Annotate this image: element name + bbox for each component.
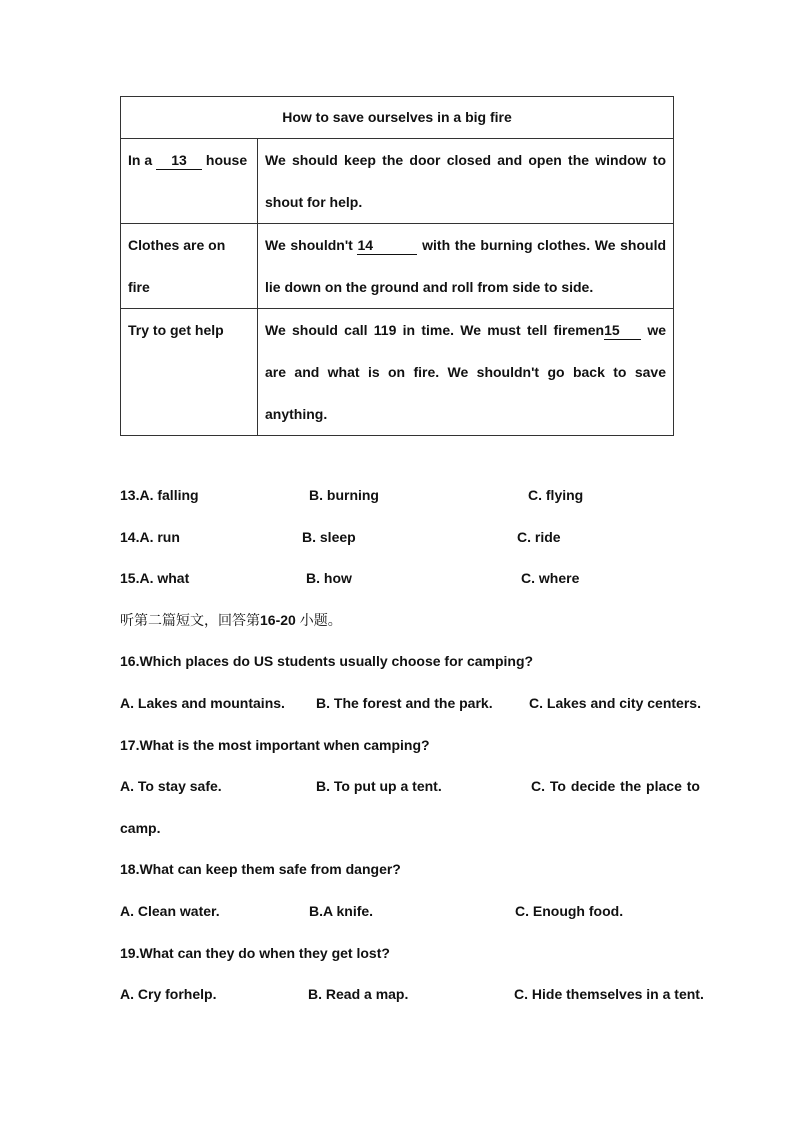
option-c: C. flying — [528, 487, 584, 503]
option-c: C. Lakes and city centers. — [529, 695, 701, 711]
question-19-options — [120, 984, 704, 1004]
option-a: 15.A. what — [120, 570, 190, 586]
option-b: B. The forest and the park. — [316, 695, 493, 711]
option-b: B. sleep — [302, 529, 356, 545]
answer-blank-14: 14 — [357, 236, 417, 255]
option-c: C. where — [521, 570, 580, 586]
row-advice: We should call 119 in time. We must tell firemen15 we are and what is on fire. We shouldn't go back to save anything. — [258, 309, 674, 436]
question-16-options — [120, 693, 701, 713]
table-row — [121, 309, 674, 436]
question-17-option-c-continued: camp. — [120, 820, 161, 836]
option-b: B.A knife. — [309, 903, 374, 919]
option-c: C. Enough food. — [515, 903, 624, 919]
option-a: A. Clean water. — [120, 903, 220, 919]
option-c: C. Hide themselves in a tent. — [514, 986, 704, 1002]
answer-blank-15: 15 — [604, 321, 641, 340]
question-13-options — [120, 485, 584, 505]
option-b: B. To put up a tent. — [316, 778, 442, 794]
question-14-options — [120, 527, 561, 547]
row-situation: Clothes are on fire — [121, 224, 258, 309]
question-17: 17.What is the most important when camping? — [120, 737, 430, 753]
row-advice: We should keep the door closed and open the window to shout for help. — [258, 139, 674, 224]
question-19: 19.What can they do when they get lost? — [120, 945, 390, 961]
option-a: 14.A. run — [120, 529, 180, 545]
row-situation: Try to get help — [121, 309, 258, 436]
table-row — [121, 224, 674, 309]
fire-safety-table — [120, 96, 674, 436]
option-a: A. Lakes and mountains. — [120, 695, 285, 711]
question-18: 18.What can keep them safe from danger? — [120, 861, 401, 877]
table-row — [121, 139, 674, 224]
question-18-options — [120, 901, 624, 921]
option-a: A. Cry forhelp. — [120, 986, 217, 1002]
question-16: 16.Which places do US students usually choose for camping? — [120, 653, 534, 669]
answer-blank-13: 13 — [156, 151, 202, 170]
option-b: B. burning — [309, 487, 379, 503]
row-situation: In a 13 house — [121, 139, 258, 224]
row-advice: We shouldn't 14 with the burning clothes. We should lie down on the ground and roll from side to side. — [258, 224, 674, 309]
table-title: How to save ourselves in a big fire — [121, 97, 674, 139]
question-15-options — [120, 568, 580, 588]
option-c: C. ride — [517, 529, 561, 545]
section-instruction: 听第二篇短文，回答第16-20 小题。 — [120, 612, 342, 629]
question-17-options — [120, 776, 700, 796]
option-b: B. Read a map. — [308, 986, 409, 1002]
option-b: B. how — [306, 570, 352, 586]
option-a: A. To stay safe. — [120, 778, 222, 794]
option-a: 13.A. falling — [120, 487, 199, 503]
option-c: C. To decide the place to — [531, 778, 700, 794]
